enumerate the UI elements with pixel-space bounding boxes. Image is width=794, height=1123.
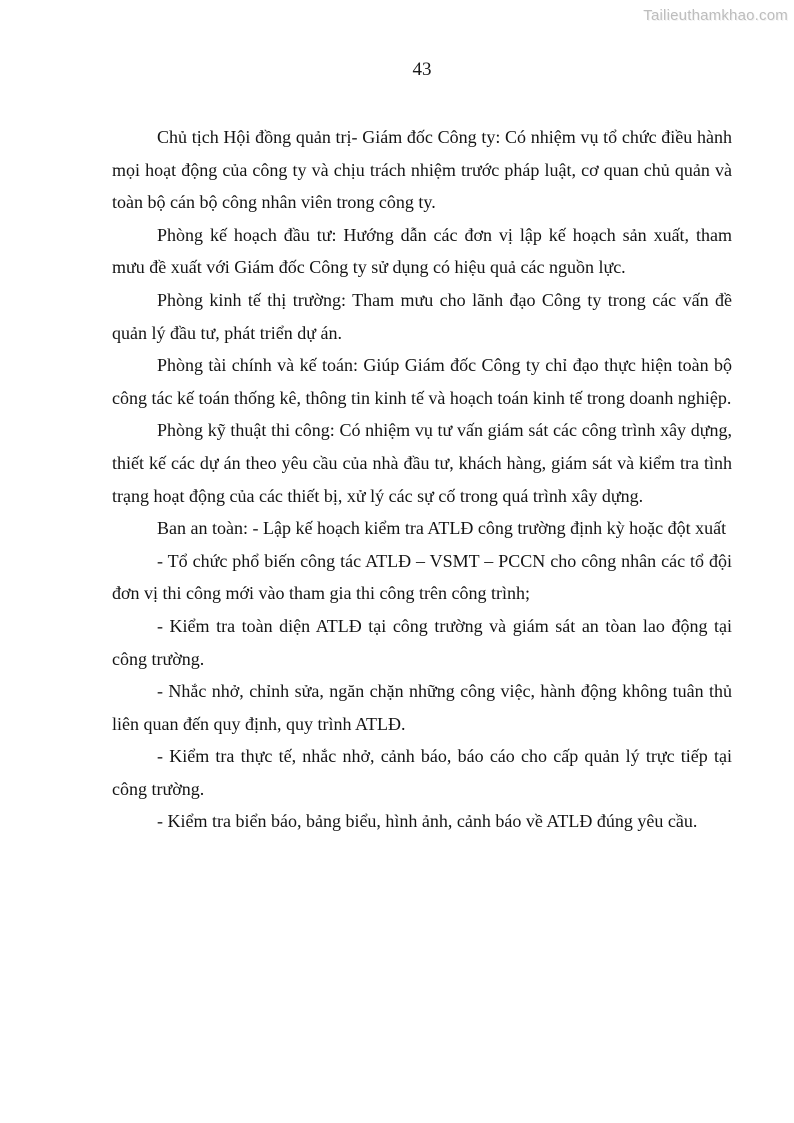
document-body (112, 121, 732, 838)
watermark: Tailieuthamkhao.com (643, 7, 788, 24)
paragraph: - Kiểm tra thực tế, nhắc nhở, cảnh báo, báo cáo cho cấp quản lý trực tiếp tại công trường. (112, 746, 732, 799)
paragraph: Chủ tịch Hội đồng quản trị- Giám đốc Công ty: Có nhiệm vụ tổ chức điều hành mọi hoạt động của công ty và chịu trách nhiệm trước pháp luật, cơ quan chủ quản và toàn bộ cán bộ công nhân viên trong công ty. (112, 127, 732, 213)
paragraph: - Tổ chức phổ biến công tác ATLĐ – VSMT – PCCN cho công nhân các tổ đội đơn vị thi công mới vào tham gia thi công trên công trình; (112, 550, 732, 604)
paragraph: Phòng kinh tế thị trường: Tham mưu cho lãnh đạo Công ty trong các vấn đề quản lý đầu tư, phát triển dự án. (112, 289, 732, 343)
paragraph: - Kiểm tra biển báo, bảng biểu, hình ảnh, cảnh báo về ATLĐ đúng yêu cầu. (157, 811, 698, 832)
paragraph: - Nhắc nhở, chỉnh sửa, ngăn chặn những công việc, hành động không tuân thủ liên quan đến quy định, quy trình ATLĐ. (112, 681, 732, 734)
paragraph: Ban an toàn: - Lập kế hoạch kiểm tra ATLĐ công trường định kỳ hoặc đột xuất (157, 518, 727, 539)
paragraph: Phòng kế hoạch đầu tư: Hướng dẫn các đơn vị lập kế hoạch sản xuất, tham mưu đề xuất với Giám đốc Công ty sử dụng có hiệu quả các nguồn lực. (112, 224, 732, 278)
paragraph: Phòng kỹ thuật thi công: Có nhiệm vụ tư vấn giám sát các công trình xây dựng, thiết kế các dự án theo yêu cầu của nhà đầu tư, khách hàng, giám sát và kiểm tra tình trạng hoạt động của các thiết bị, xử lý các sự cố trong quá trình xây dựng. (112, 420, 732, 506)
paragraph: Phòng tài chính và kế toán: Giúp Giám đốc Công ty chỉ đạo thực hiện toàn bộ công tác kế toán thống kê, thông tin kinh tế và hoạch toán kinh tế trong doanh nghiệp. (112, 355, 732, 408)
page-number: 43 (412, 59, 432, 80)
paragraph: - Kiểm tra toàn diện ATLĐ tại công trường và giám sát an tòan lao động tại công trường. (112, 615, 732, 669)
